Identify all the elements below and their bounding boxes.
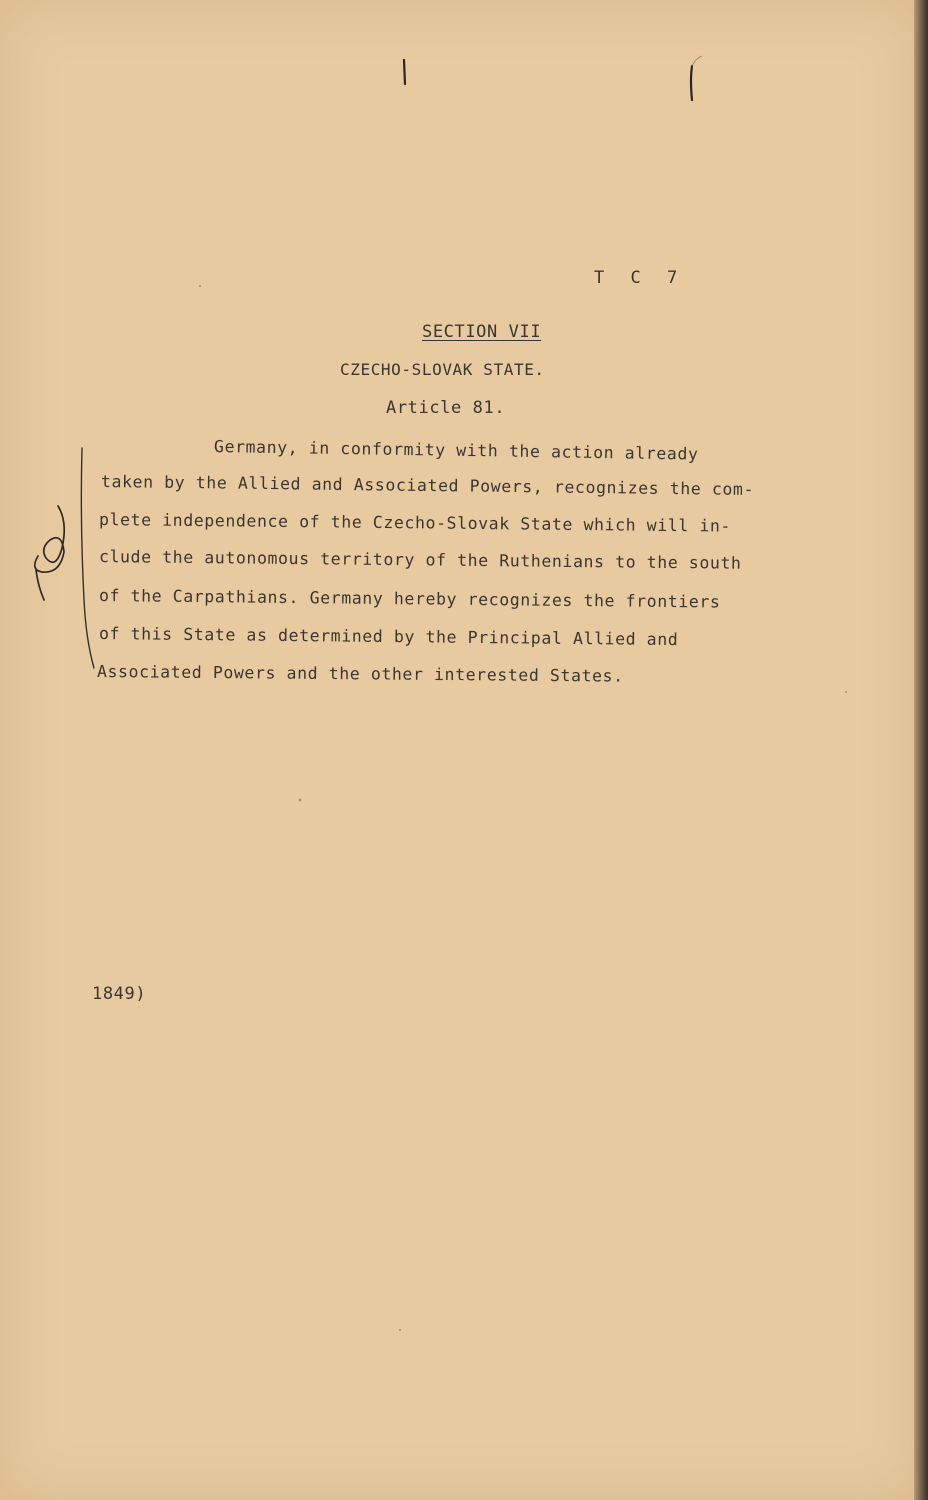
body-line: Associated Powers and the other interested States. [96,662,624,686]
top-mark-right [691,66,692,100]
body-line: taken by the Allied and Associated Powers, recognizes the com- [100,472,755,499]
body-line: Germany, in conformity with the action already [213,437,699,464]
margin-bracket [81,448,94,668]
article-heading: Article 81. [386,398,506,418]
section-heading: SECTION VII [422,322,542,342]
top-mark-right-hook [692,56,702,66]
body-line: of this State as determined by the Principal Allied and [98,624,679,650]
top-mark-left [404,60,405,84]
body-line: clude the autonomous territory of the Ruthenians to the south [98,547,742,573]
body-line: plete independence of the Czecho-Slovak State which will in- [98,510,732,536]
body-line: of the Carpathians. Germany hereby recognizes the frontiers [98,586,721,612]
state-heading: CZECHO-SLOVAK STATE. [340,360,545,379]
document-reference-code: T C 7 [594,268,686,288]
footer-number: 1849) [92,984,147,1004]
margin-annotation [35,506,64,600]
